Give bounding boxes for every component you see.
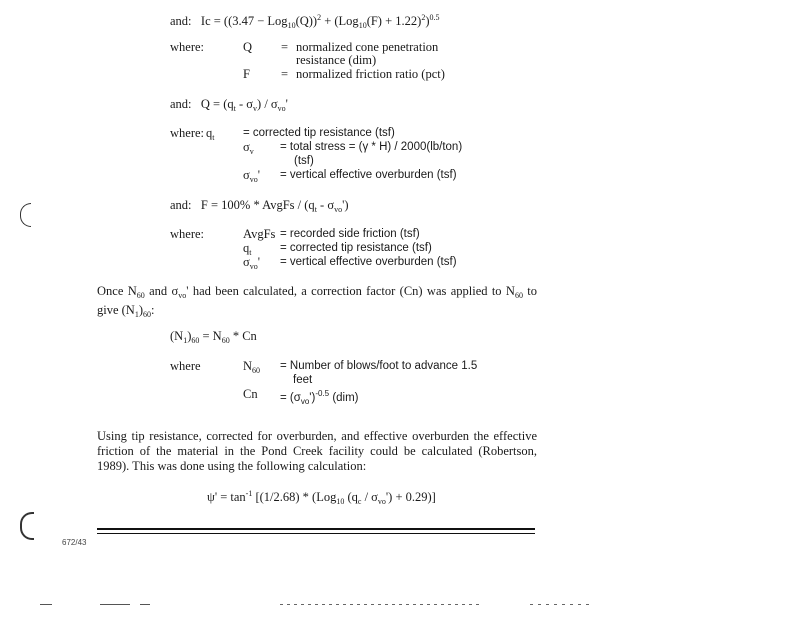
eq-psi: [207, 487, 436, 509]
eq-ic-mid1: (Q)): [295, 14, 318, 28]
para1-t3: ' had been calculated, a correction factor (Cn) was applied to N: [186, 284, 515, 298]
binder-hole-mark: [20, 512, 34, 540]
para1-t6: :: [151, 303, 155, 317]
scan-artifact: [530, 604, 590, 605]
defs4-def-cn: [280, 387, 359, 409]
defs4-cn-sup: -0.5: [315, 389, 330, 398]
binder-hole-mark: [20, 203, 31, 227]
defs3-def-qt: = corrected tip resistance (tsf): [280, 242, 432, 254]
eq-q-prefix: and:: [170, 97, 192, 111]
eq-f-prefix: and:: [170, 198, 192, 212]
defs4-cn-end: (dim): [329, 392, 359, 404]
defs3-qt: q: [243, 241, 250, 255]
footer-rule-top: [97, 528, 535, 530]
defs2-def-sv: = total stress = (γ * H) / 2000(lb/ton): [280, 141, 463, 153]
eq-f-s2: vo: [334, 205, 343, 214]
defs4-cn-prime: '): [309, 392, 316, 404]
defs1-sym-q: Q: [243, 40, 253, 54]
eq-ic-sub2: 10: [358, 21, 367, 30]
defs1-def-f: normalized friction ratio (pct): [296, 67, 445, 81]
eq-ic-sup1: 2: [317, 13, 322, 22]
eq-q-s2: v: [253, 104, 258, 113]
eq-q-text: Q = (q: [200, 97, 234, 111]
defs2-sv: σ: [243, 140, 250, 154]
eq-f-text: F = 100% * AvgFs / (q: [200, 198, 315, 212]
para1-t2: and σ: [144, 284, 179, 298]
defs3-def-avgfs: = recorded side friction (tsf): [280, 228, 420, 240]
eq-f-t3: '): [342, 198, 349, 212]
defs3-svo: σ: [243, 255, 250, 269]
eq-psi-t1: ψ' = tan: [207, 490, 246, 504]
defs4-sym-n60: [243, 359, 260, 378]
defs1-eq-f: =: [281, 67, 289, 81]
eq-psi-sup1: -1: [245, 489, 253, 498]
defs3-qt-sub: t: [249, 248, 252, 257]
footer-rule-bottom: [97, 533, 535, 534]
eq-psi-s3: vo: [377, 497, 386, 506]
defs4-cn-sub: vo: [300, 397, 310, 406]
defs3-svo-prime: ': [257, 255, 261, 269]
defs2-sv-sub: v: [249, 147, 254, 156]
defs2-qt: q: [206, 126, 213, 140]
eq-q: [170, 97, 288, 116]
defs4-n-sub: 60: [252, 366, 261, 375]
defs3-where: where:: [170, 227, 205, 241]
defs3-sym-svo: [243, 255, 260, 274]
paragraph-effective-friction: Using tip resistance, corrected for overburden, and effective overburden the effective friction of the material in the Pond Creek facility could be calculated (Robertson, 1989). This was done using the following calculation:: [97, 429, 537, 473]
eq-ic-body: = ((3.47 − Log: [210, 14, 288, 28]
eq-n1-60: [170, 329, 257, 348]
eq-ic-sup2: 2: [421, 13, 426, 22]
eq-ic-prefix: and:: [170, 14, 192, 28]
eq-psi-t4: / σ: [361, 490, 378, 504]
eq-f-t2: - σ: [316, 198, 335, 212]
eq-ic-end: ): [425, 14, 430, 28]
eq-ic: [170, 11, 439, 33]
defs4-def-n60-2: feet: [293, 374, 313, 386]
defs4-def-n60: = Number of blows/foot to advance 1.5: [280, 360, 478, 372]
eq-ic-mid2: + (Log: [321, 14, 359, 28]
defs1-sym-f: F: [243, 67, 250, 81]
eq-ic-lhs: Ic: [200, 14, 211, 28]
eq-q-s1: t: [233, 104, 236, 113]
defs3-svo-sub: vo: [249, 262, 258, 271]
eq-n1-t4: * Cn: [229, 329, 257, 343]
eq-psi-t2: [(1/2.68) * (Log: [252, 490, 337, 504]
defs3-def-svo: = vertical effective overburden (tsf): [280, 256, 457, 268]
eq-q-s3: vo: [277, 104, 286, 113]
defs4-cn-t1: = (σ: [280, 392, 301, 404]
defs1-def-q: normalized cone penetration: [296, 40, 439, 54]
scan-artifact: [40, 604, 52, 605]
defs2-def-qt: = corrected tip resistance (tsf): [243, 127, 395, 139]
eq-n1-t1: (N: [170, 329, 184, 343]
defs4-n: N: [243, 359, 253, 373]
para1-s1: 60: [136, 291, 145, 300]
defs2-qt-sub: t: [212, 133, 215, 142]
defs4-sym-cn: Cn: [243, 387, 258, 401]
para1-s2: vo: [178, 291, 187, 300]
defs2-sym-sv: [243, 140, 254, 159]
defs2-def-svo: = vertical effective overburden (tsf): [280, 169, 457, 181]
defs2-def-sv2: (tsf): [294, 155, 314, 167]
eq-n1-s1: 1: [183, 336, 188, 345]
defs1-where: where:: [170, 40, 205, 54]
scan-artifact: [140, 604, 150, 605]
defs3-sym-avgfs: AvgFs: [243, 227, 276, 241]
defs2-svo: σ: [243, 168, 250, 182]
defs1-eq-q: =: [281, 40, 289, 54]
eq-psi-s1: 10: [336, 497, 345, 506]
eq-ic-sub1: 10: [287, 21, 296, 30]
eq-n1-s3: 60: [221, 336, 230, 345]
eq-n1-t2: ): [187, 329, 192, 343]
footer-code: 672/43: [62, 538, 87, 547]
eq-psi-t3: (q: [344, 490, 358, 504]
para1-t5: ): [138, 303, 144, 317]
eq-ic-mid3: (F) + 1.22): [366, 14, 422, 28]
paragraph-correction-factor: [97, 284, 537, 322]
eq-psi-s2: c: [357, 497, 362, 506]
para1-s3: 60: [514, 291, 523, 300]
defs2-sym-qt: [206, 126, 214, 145]
para1-s4: 1: [134, 310, 139, 319]
eq-ic-sup3: 0.5: [429, 13, 440, 22]
defs2-sym-svo: [243, 168, 260, 187]
defs2-svo-sub: vo: [249, 175, 258, 184]
defs4-where: where: [170, 359, 201, 373]
defs2-where: where:: [170, 126, 205, 140]
para1-t1: Once N: [97, 284, 137, 298]
scan-artifact: [100, 604, 130, 605]
defs1-def-q2: resistance (dim): [296, 53, 377, 67]
eq-f-s1: t: [314, 205, 317, 214]
para1-t4: to give (N: [97, 284, 538, 317]
eq-q-t4: ': [285, 97, 288, 111]
scan-artifact: [280, 604, 480, 605]
eq-psi-t5: ') + 0.29)]: [385, 490, 436, 504]
eq-n1-t3: = N: [199, 329, 222, 343]
eq-q-t2: - σ: [235, 97, 254, 111]
eq-q-t3: ) / σ: [257, 97, 278, 111]
eq-n1-s2: 60: [191, 336, 200, 345]
eq-f: [170, 198, 349, 217]
defs2-svo-prime: ': [257, 168, 261, 182]
para1-s5: 60: [143, 310, 152, 319]
